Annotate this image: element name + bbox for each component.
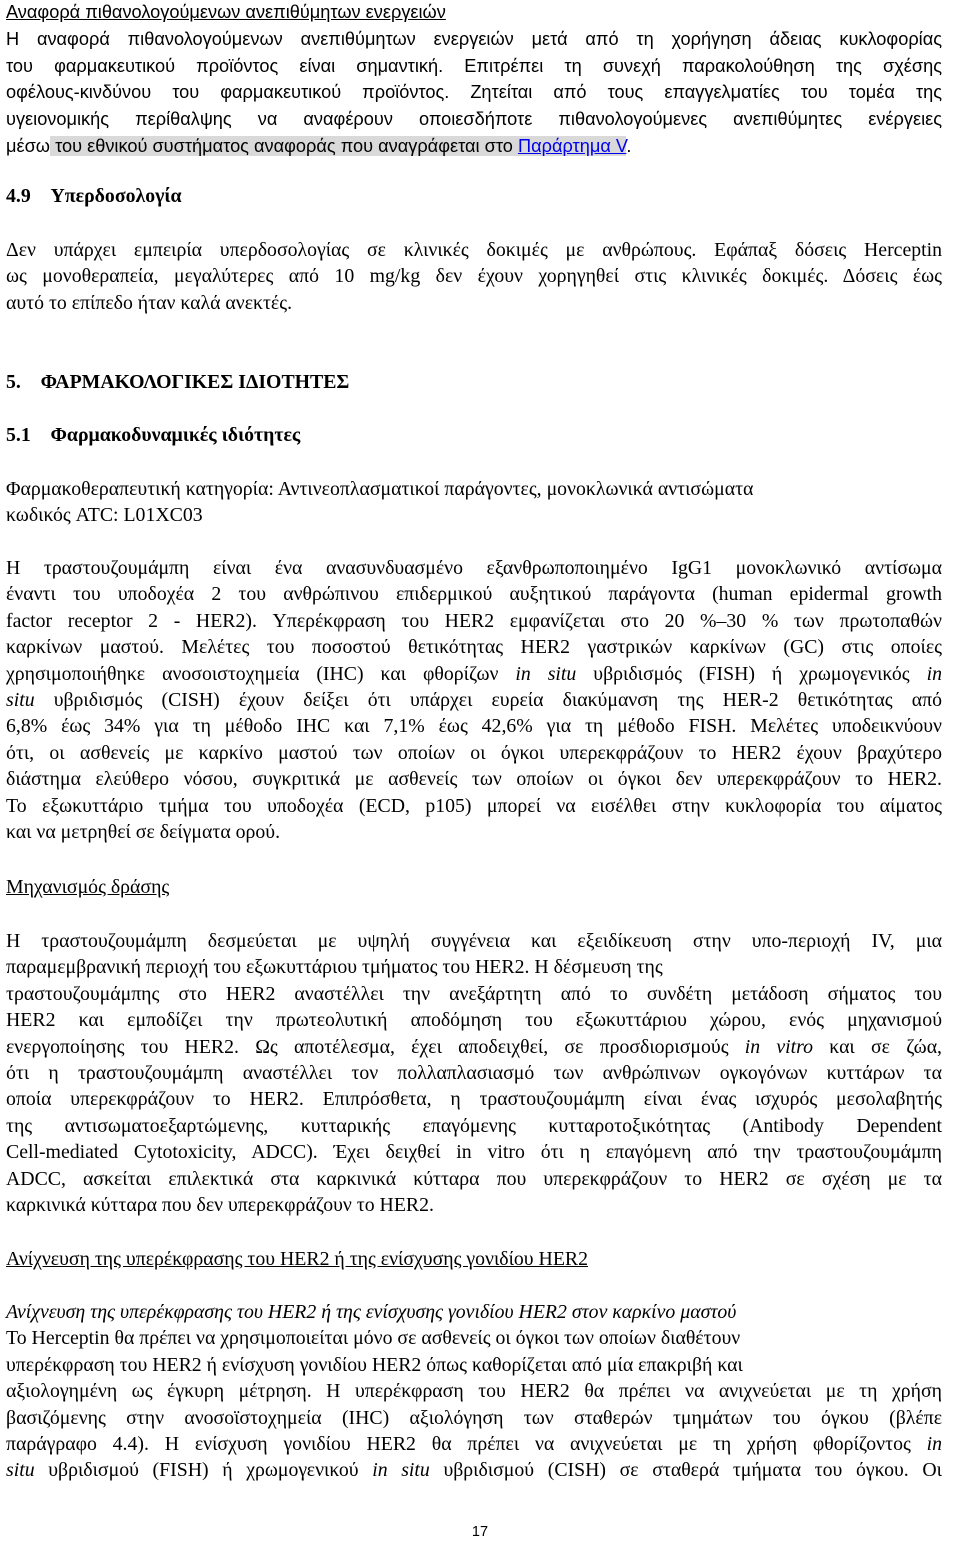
category-line: Φαρμακοθεραπευτική κατηγορία: Αντινεοπλασματικοί παράγοντες, μονοκλωνικά αντισώματα [6,478,754,500]
mechanism-line: της αντισωματοεξαρτώμενης, κυτταρικής επαγόμενης κυτταροτοξικότητας (Antibody Dependent [6,1114,942,1137]
mechanism-heading: Μηχανισμός δράσης [6,876,170,898]
section-5-heading: 5. ΦΑΡΜΑΚΟΛΟΓΙΚΕΣ ΙΔΙΟΤΗΤΕΣ [6,371,350,393]
description-line [6,661,942,687]
detection-line: αξιολογημένη ως έγκυρη μέτρηση. Η υπερέκφραση του HER2 θα πρέπει να ανιχνεύεται με τη χρήση [6,1380,942,1403]
mechanism-line [6,1034,942,1060]
mechanism-line: HER2 και εμποδίζει την πρωτεολυτική αποδόμηση του εξωκυττάριου χώρου, ενός μηχανισμού [6,1009,942,1032]
ad-reporting-line: υγειονομικής περίθαλψης να αναφέρουν οποιεσδήποτε πιθανολογούμενες ανεπιθύμητες ενέργειες [6,109,942,130]
italic-text: in [926,1433,942,1456]
description-line: διάστημα ελεύθερο νόσου, συγκριτικά με ασθενείς των οποίων οι όγκοι δεν υπερεκφράζουν το HER2. [6,768,942,791]
detection-text: παράγραφο 4.4). Η ενίσχυση γονιδίου HER2 θα πρέπει να ανιχνεύεται με τη χρήση φθορίζοντος [6,1433,927,1456]
mechanism-line: Cell-mediated Cytotoxicity, ADCC). Έχει δειχθεί in vitro ότι η επαγόμενη από την τραστουζουμάμπη [6,1141,942,1164]
description-line: factor receptor 2 - HER2). Υπερέκφραση του HER2 εμφανίζεται στο 20 %–30 % των πρωτοπαθών [6,609,942,632]
mechanism-paragraph [6,928,942,1218]
detection-text: υβριδισμού (FISH) ή χρωμογενικού [34,1459,373,1482]
description-line: Το εξωκυττάριο τμήμα του υποδοχέα (ECD, p105) μπορεί να εισέλθει στην κυκλοφορία του αίματος [6,794,942,817]
detection-line [6,1457,942,1483]
ad-reporting-text: . [626,135,632,156]
highlighted-text: του εθνικού συστήματος αναφοράς που αναγράφεται στο [50,135,518,156]
description-line [6,687,942,713]
detection-line: βασιζόμενης στην ανοσοϊστοχημεία (IHC) αξιολόγηση των σταθερών τμημάτων του όγκου (βλέπε [6,1406,942,1429]
ad-reporting-section [6,0,942,160]
description-paragraph [6,555,942,845]
overdose-line: Δεν υπάρχει εμπειρία υπερδοσολογίας σε κλινικές δοκιμές με ανθρώπους. Εφάπαξ δόσεις Herceptin [6,239,942,261]
mechanism-text: ενεργοποίησης του HER2. Ως αποτέλεσμα, έχει αποδειχθεί, σε προσδιορισμούς [6,1035,745,1058]
description-text: υβριδισμός (CISH) έχουν δείξει ότι υπάρχει ευρεία διακύμανση της HER-2 θετικότητας από [34,689,942,712]
ad-reporting-line: οφέλους-κινδύνου του φαρμακευτικού προϊόντος. Ζητείται από τους επαγγελματίες του τομέα της [6,82,942,103]
page-number: 17 [471,1524,489,1540]
mechanism-line: ADCC, ασκείται επιλεκτικά στα καρκινικά κύτταρα που υπερεκφράζουν το HER2 σε σχέση με τα [6,1167,942,1190]
mechanism-line: παραμεμβρανική περιοχή του εξωκυττάριου τμήματος του HER2. Η δέσμευση της [6,956,663,979]
italic-text: in vitro [744,1035,814,1058]
overdose-paragraph [6,237,942,316]
description-line: Η τραστουζουμάμπη είναι ένα ανασυνδυασμένο εξανθρωποποιημένο IgG1 μονοκλωνικό αντίσωμα [6,557,942,579]
italic-text: in [926,662,942,685]
mechanism-line: καρκινικά κύτταρα που δεν υπερεκφράζουν το HER2. [6,1194,434,1217]
overdose-heading: 4.9 Υπερδοσολογία [6,185,182,207]
mechanism-line: Η τραστουζουμάμπη δεσμεύεται με υψηλή συγγένεια και εξειδίκευση στην υπο-περιοχή IV, μια [6,930,942,952]
description-text: υβριδισμός (FISH) ή χρωμογενικός [576,662,927,685]
detection-text: υβριδισμού (CISH) σε σταθερά τμήματα του όγκου. Οι [429,1459,942,1482]
detection-line: υπερέκφραση του HER2 ή ενίσχυση γονιδίου HER2 όπως καθορίζεται από μία επακριβή και [6,1353,743,1376]
mechanism-line: οποία υπερεκφράζουν το HER2. Επιπρόσθετα, η τραστουζουμάμπη είναι ένας ισχυρός μεσολαβητής [6,1088,942,1111]
atc-code-line: κωδικός ATC: L01XC03 [6,504,203,527]
italic-text: in situ [515,662,577,685]
ad-reporting-text: μέσω [6,135,51,156]
mechanism-text: και σε ζώα, [813,1035,943,1058]
description-line: 6,8% έως 34% για τη μέθοδο IHC και 7,1% έως 42,6% για τη μέθοδο FISH. Μελέτες υποδεικνύουν [6,715,942,738]
description-line: καρκίνων μαστού. Μελέτες του ποσοστού θετικότητας HER2 γαστρικών καρκίνων (GC) στις οποίες [6,636,942,659]
mechanism-line: ότι η τραστουζουμάμπη αναστέλλει τον πολλαπλασιασμό των ανθρώπινων ογκογόνων κυττάρων τα [6,1062,942,1085]
pharmacotherapeutic-category [6,476,942,529]
ad-reporting-line [6,133,942,160]
italic-text: in situ [372,1459,430,1482]
italic-text: situ [6,1459,35,1482]
overdose-line: αυτό το επίπεδο ήταν καλά ανεκτές. [6,291,293,314]
ad-reporting-heading: Αναφορά πιθανολογούμενων ανεπιθύμητων ενεργειών [6,2,446,22]
detection-paragraph [6,1299,942,1484]
description-text: χρησιμοποιήθηκε ανοσοιστοχημεία (IHC) και φθορίζων [6,662,516,685]
italic-text: situ [6,689,35,712]
ad-reporting-line: του φαρμακευτικού προϊόντος είναι σημαντική. Επιτρέπει τη συνεχή παρακολούθηση της σχέσης [6,55,942,76]
detection-subheading: Ανίχνευση της υπερέκφρασης του HER2 ή της ενίσχυσης γονιδίου HER2 στον καρκίνο μαστού [6,1301,737,1323]
section-5-1-heading: 5.1 Φαρμακοδυναμικές ιδιότητες [6,424,301,446]
appendix-v-link[interactable]: Παράρτημα V [517,135,627,156]
detection-line [6,1431,942,1457]
description-line: έναντι του υποδοχέα 2 του ανθρώπινου επιδερμικού αυξητικού παράγοντα (human epidermal growth [6,583,942,606]
detection-heading: Ανίχνευση της υπερέκφρασης του HER2 ή της ενίσχυσης γονιδίου HER2 [6,1248,588,1270]
description-line: και να μετρηθεί σε δείγματα ορού. [6,821,281,844]
ad-reporting-line: Η αναφορά πιθανολογούμενων ανεπιθύμητων ενεργειών μετά από τη χορήγηση άδειας κυκλοφορίας [6,28,942,49]
mechanism-line: τραστουζουμάμπης στο HER2 αναστέλλει την ανεξάρτητη από το συνδέτη μετάδοση σήματος του [6,982,942,1005]
description-line: ότι, οι ασθενείς με καρκίνο μαστού των οποίων οι όγκοι υπερεκφράζουν το HER2 έχουν βραχύτερο [6,741,942,764]
overdose-line: ως μονοθεραπεία, μεγαλύτερες από 10 mg/kg δεν έχουν χορηγηθεί στις κλινικές δοκιμές. Δόσεις έως [6,265,942,288]
detection-line: Το Herceptin θα πρέπει να χρησιμοποιείται μόνο σε ασθενείς οι όγκοι των οποίων διαθέτουν [6,1327,741,1350]
